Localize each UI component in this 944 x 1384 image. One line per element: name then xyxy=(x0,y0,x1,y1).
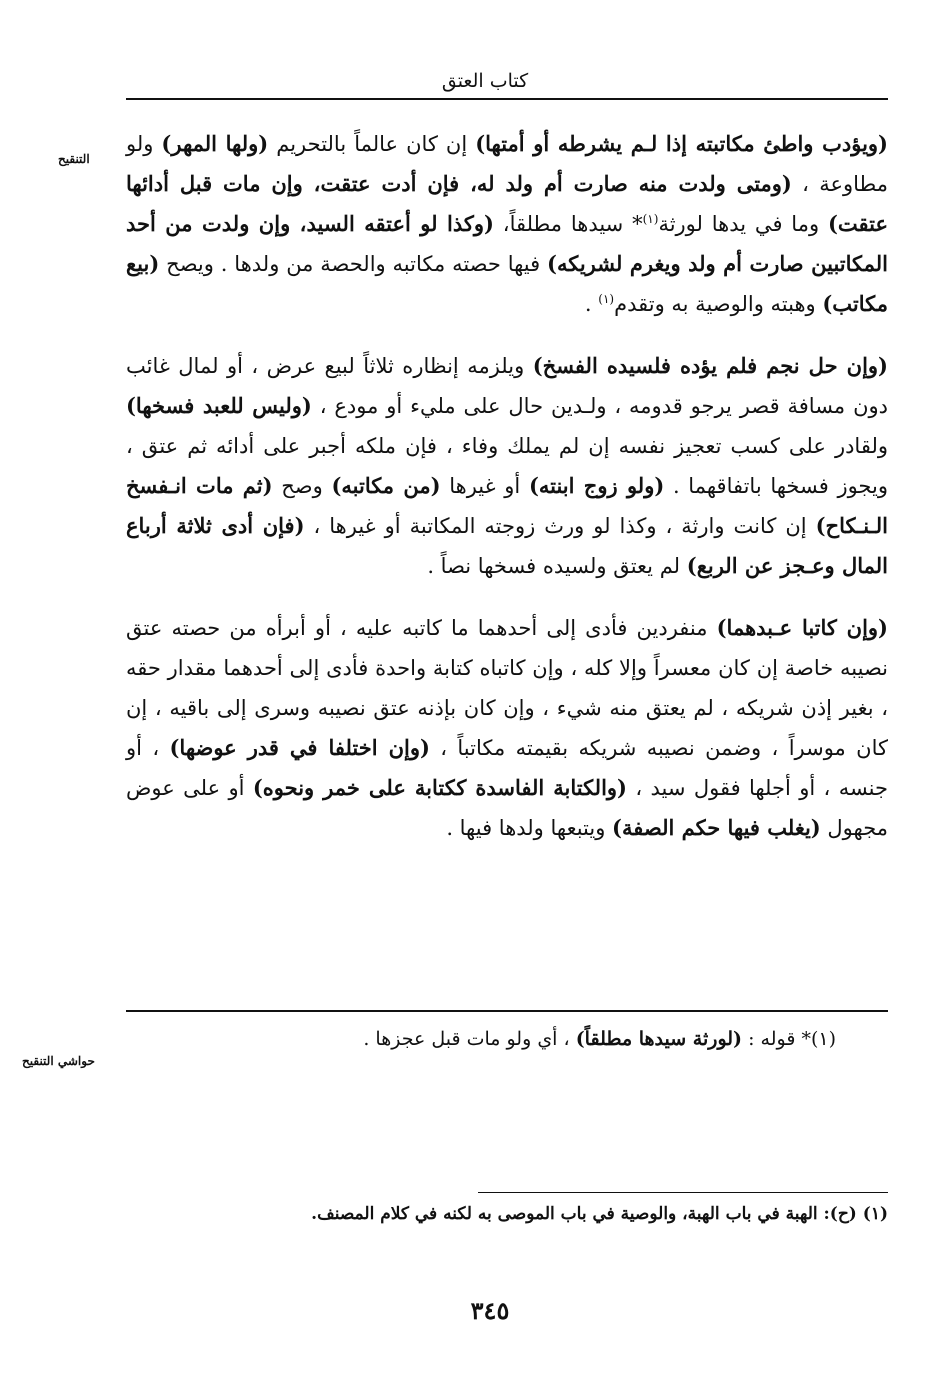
text-run: أو على عوض مجهول xyxy=(126,776,888,840)
bold-text-run: (وإن اختلفا في قدر عوضها) xyxy=(169,735,430,760)
text-run: إن كانت وارثة ، وكذا لو ورث زوجته المكاتبة أو غيرها ، xyxy=(304,514,816,538)
bold-text-run: (لورثة سيدها مطلقاً) xyxy=(575,1028,743,1050)
text-run: فيها حصته مكاتبه والحصة من ولدها . ويصح xyxy=(159,252,548,276)
bold-text-run: (وكذا لو أعتقه السيد، وإن ولدت من أحد المكاتبين صارت أم ولد ويغرم لشريكه) xyxy=(126,211,888,276)
text-run: ويلزمه إنظاره ثلاثاً لبيع عرض ، أو لمال غائب دون مسافة قصر يرجو قدومه ، ولـدين حال على مليء أو مودع ، xyxy=(126,354,888,418)
bold-text-run: (بيع مكاتب) xyxy=(126,251,888,316)
text-run: أو غيرها xyxy=(440,474,529,498)
bold-text-run: (ولها المهر) xyxy=(161,131,269,156)
tanqih-footnote xyxy=(200,1024,836,1054)
paragraph xyxy=(126,124,888,324)
bold-text-run: (والكتابة الفاسدة ككتابة على خمر ونحوه) xyxy=(252,775,627,800)
text-run: منفردين فأدى إلى أحدهما ما كاتبه عليه ، أو أبرأه من حصته عتق نصيبه خاصة إن كان معسراً وإلا كله ، وإن كاتباه كتابة واحدة فأدى إلى أحدهما مقدار حقه ، بغير إذن شريكه ، لم يعتق منه شيء ، وإن كان بإذنه عتق نصيبه وسرى إلى باقيه ، إن كان موسراً ، وضمن نصيبه شريكه بقيمته مكاتباً ، xyxy=(126,616,888,760)
bold-text-run: (ويؤدب واطئ مكاتبته إذا لـم يشرطه أو أمتها) xyxy=(475,131,888,156)
text-run: . xyxy=(584,292,599,316)
bold-text-run: (ومتى ولدت منه صارت أم ولد له، فإن أدت عتقت، وإن مات قبل أدائها عتقت) xyxy=(126,171,888,236)
footnote-ref: (١) xyxy=(642,212,659,226)
bold-text-run: (ثم مات انـفسخ الـنـكاح) xyxy=(126,473,888,538)
text-run: إن كان عالماً بالتحريم xyxy=(268,132,476,156)
footnote-rule xyxy=(478,1192,888,1193)
text-run: لم يعتق ولسيده فسخها نصاً . xyxy=(427,554,687,578)
text-run: ولقادر على كسب تعجيز نفسه إن لم يملك وفاء ، فإن ملكه أجبر على أدائه ثم عتق ، ويجوز فسخها باتفاقهما . xyxy=(126,434,888,498)
footnote-ref: (١) xyxy=(598,292,615,306)
bold-text-run: (وإن حل نجم فلم يؤده فلسيده الفسخ) xyxy=(532,353,888,378)
bold-text-run: (يغلب فيها حكم الصفة) xyxy=(612,815,821,840)
bold-text-run: (من مكاتبه) xyxy=(331,473,441,498)
page-number: ٣٤٥ xyxy=(470,1296,510,1325)
text-run: وصح xyxy=(272,474,332,498)
paragraph xyxy=(126,346,888,586)
main-text xyxy=(126,124,888,848)
text-run: * سيدها مطلقاً، xyxy=(493,212,643,236)
margin-label-tanqih: التنقيح xyxy=(58,152,90,166)
text-run: (١)* قوله : xyxy=(742,1028,836,1050)
header-rule xyxy=(126,98,888,100)
margin-label-notes: حواشي التنقيح xyxy=(22,1054,95,1068)
bottom-footnote: (١) (ح): الهبة في باب الهبة، والوصية في باب الموصى به لكنه في كلام المصنف. xyxy=(311,1204,888,1224)
bold-text-run: (وإن كاتبا عـبدهما) xyxy=(716,615,888,640)
text-run: وهبته والوصية به وتقدم xyxy=(614,292,823,316)
bold-text-run: (فإن أدى ثلاثة أرباع المال وعـجز عن الربع) xyxy=(126,513,888,578)
page-header-title: كتاب العتق xyxy=(441,70,529,92)
text-run: ولو مطاوعة ، xyxy=(126,132,889,196)
notes-rule xyxy=(126,1010,888,1012)
paragraph xyxy=(126,608,888,848)
text-run: وما في يدها لورثة xyxy=(658,212,828,236)
text-run: ، أي ولو مات قبل عجزها . xyxy=(363,1028,576,1050)
text-run: ، أو جنسه ، أو أجلها فقول سيد ، xyxy=(126,736,889,800)
bold-text-run: (ولو زوج ابنته) xyxy=(528,473,665,498)
text-run: ويتبعها ولدها فيها . xyxy=(446,816,613,840)
bold-text-run: (وليس للعبد فسخها) xyxy=(126,393,312,418)
